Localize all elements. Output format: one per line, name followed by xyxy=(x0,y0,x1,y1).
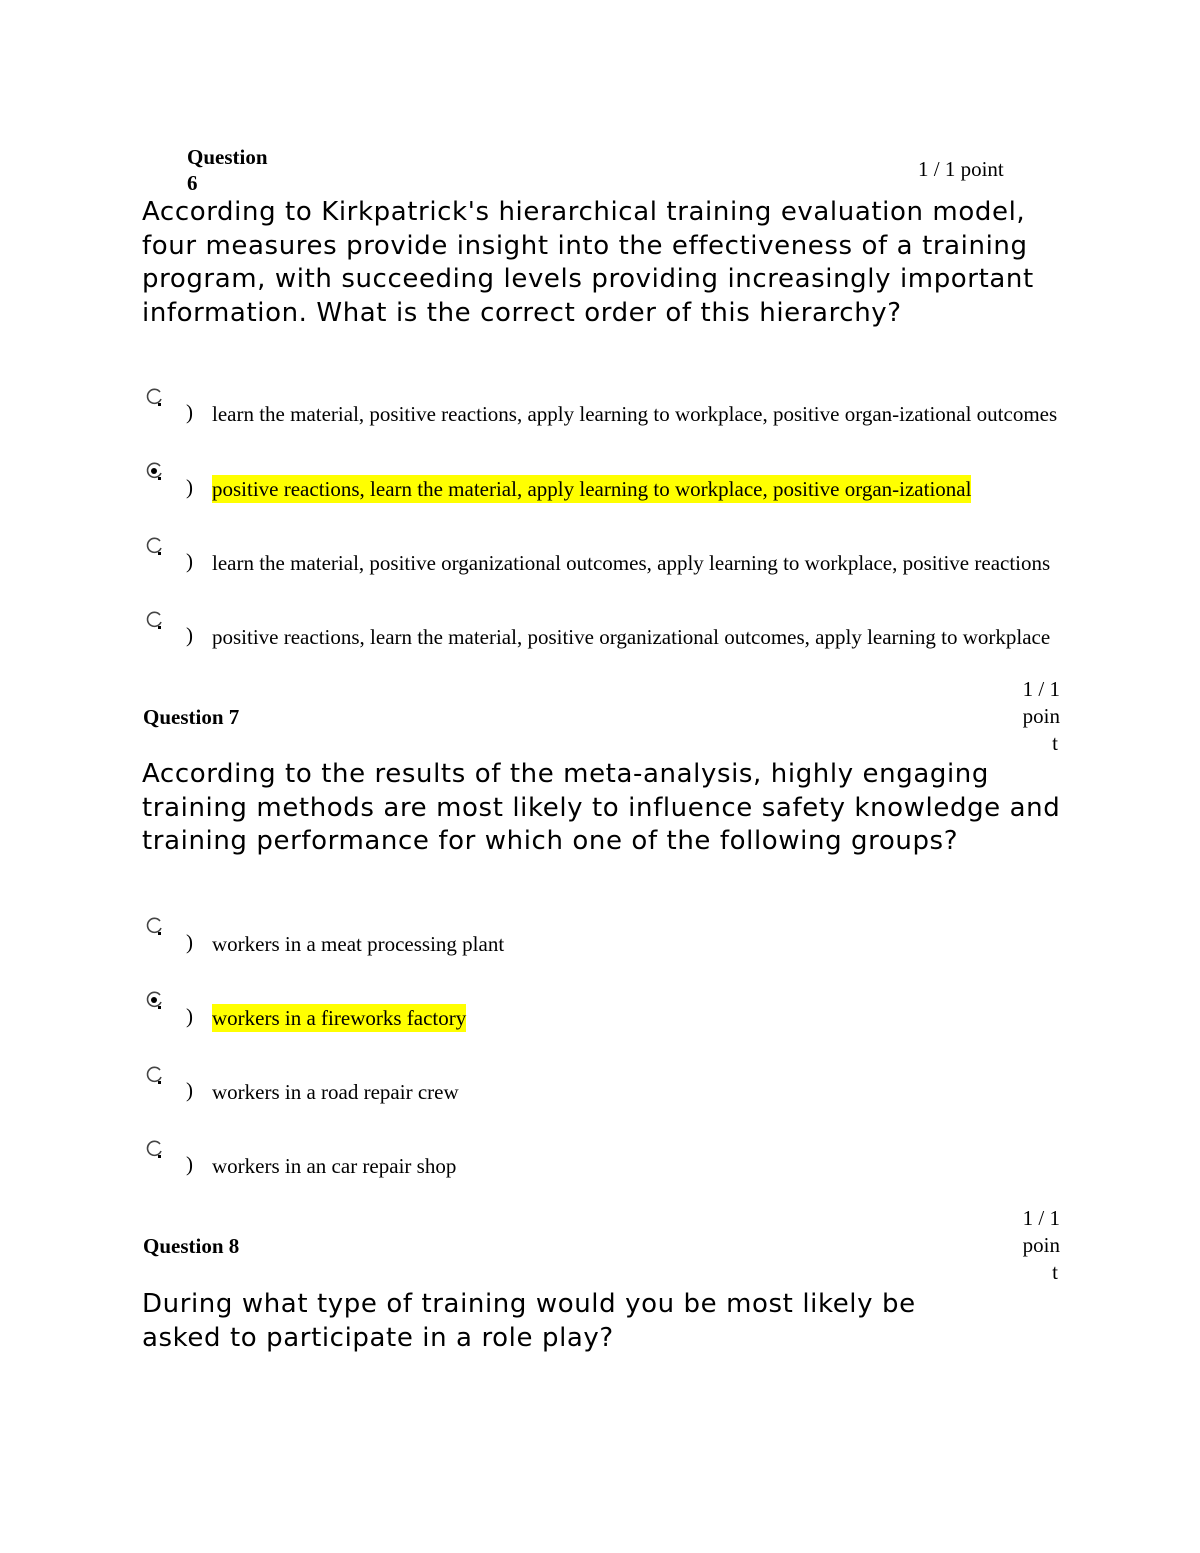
question-7-text: According to the results of the meta-analysis, highly engaging training methods are most likely to influence safety knowledge and training performance for which one of the following groups? xyxy=(142,759,1061,857)
radio-unselected-icon[interactable] xyxy=(146,537,164,555)
question-7-points: 1 / 1 poin t xyxy=(1022,677,1060,755)
q7-option-2-text: workers in a fireworks factory xyxy=(212,1006,467,1030)
q7-option-3[interactable] xyxy=(146,1066,164,1089)
q6-option-2-text: positive reactions, learn the material, apply learning to workplace, positive organ-izational xyxy=(212,477,972,501)
q6-option-1[interactable] xyxy=(146,388,164,411)
question-8-text: During what type of training would you be most likely be asked to participate in a role play? xyxy=(142,1289,916,1353)
radio-unselected-icon[interactable] xyxy=(146,611,164,629)
q6-option-4[interactable] xyxy=(146,611,164,634)
q6-option-3-paren: ) xyxy=(186,549,193,573)
q7-option-2-paren: ) xyxy=(186,1004,193,1028)
question-6-points: 1 / 1 point xyxy=(918,157,1004,181)
question-6-text: According to Kirkpatrick's hierarchical training evaluation model, four measures provide insight into the effectiveness of a training program, with succeeding levels providing increasingly important information. What is the correct order of this hierarchy? xyxy=(142,197,1034,328)
radio-unselected-icon[interactable] xyxy=(146,917,164,935)
q7-option-4[interactable] xyxy=(146,1140,164,1163)
q7-option-2[interactable] xyxy=(146,991,164,1014)
q6-option-4-text: positive reactions, learn the material, positive organizational outcomes, apply learning to workplace xyxy=(212,625,1051,649)
q7-option-1-paren: ) xyxy=(186,930,193,954)
radio-unselected-icon[interactable] xyxy=(146,1066,164,1084)
q6-option-1-text: learn the material, positive reactions, apply learning to workplace, positive organ-izational outcomes xyxy=(212,402,1058,426)
question-8-points: 1 / 1 poin t xyxy=(1022,1206,1060,1284)
q6-option-2[interactable] xyxy=(146,462,164,485)
radio-selected-icon[interactable] xyxy=(146,991,164,1009)
q6-option-1-paren: ) xyxy=(186,400,193,424)
radio-unselected-icon[interactable] xyxy=(146,1140,164,1158)
question-6-label: Question 6 xyxy=(187,145,268,195)
question-7-label: Question 7 xyxy=(143,705,240,729)
q7-option-1[interactable] xyxy=(146,917,164,940)
radio-unselected-icon[interactable] xyxy=(146,388,164,406)
q6-option-2-paren: ) xyxy=(186,475,193,499)
q7-option-3-paren: ) xyxy=(186,1078,193,1102)
radio-selected-icon[interactable] xyxy=(146,462,164,480)
q6-option-4-paren: ) xyxy=(186,623,193,647)
q7-option-3-text: workers in a road repair crew xyxy=(212,1080,459,1104)
q6-option-3[interactable] xyxy=(146,537,164,560)
q6-option-3-text: learn the material, positive organizational outcomes, apply learning to workplace, positive reactions xyxy=(212,551,1051,575)
q7-option-4-text: workers in an car repair shop xyxy=(212,1154,457,1178)
q7-option-4-paren: ) xyxy=(186,1152,193,1176)
question-8-label: Question 8 xyxy=(143,1234,240,1258)
q7-option-1-text: workers in a meat processing plant xyxy=(212,932,505,956)
